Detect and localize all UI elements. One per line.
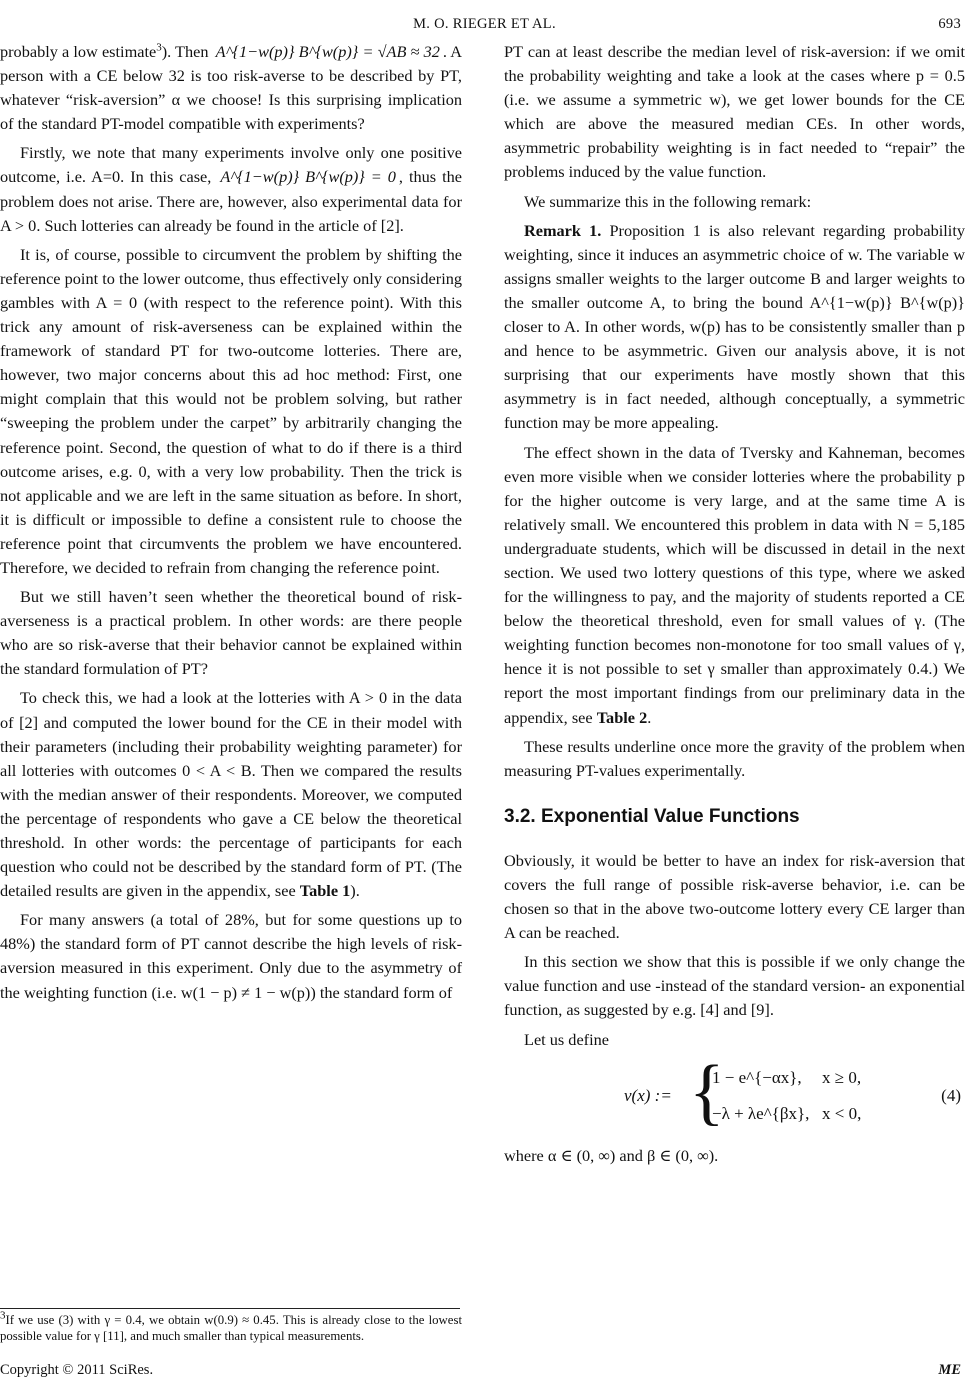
text-span: , thus the problem does not arise. There are, however, also experimental data for A > 0. Such lotteries can already be found in the article of [2]. xyxy=(0,167,462,235)
remark-text: Proposition 1 is also relevant regarding probability weighting, since it induces an asymmetric choice of w. The variable w assigns smaller weights to the larger outcome B and larger weights to the smaller outcome A, to bring the bound A^{1−w(p)} B^{w(p)} closer to A. In other words, w(p) has to be consistently smaller than p and hence to be asymmetric. Given our analysis above, it is not surprising that our experiments have mostly shown that this asymmetry is in fact needed, although conceptually, a symmetric function may be more appealing. xyxy=(504,220,965,433)
text-span: ). Then xyxy=(161,42,209,61)
remark-label: Remark 1. xyxy=(524,220,602,240)
paragraph: It is, of course, possible to circumvent the problem by shifting the reference point to the lower outcome, thus effectively only considering gambles with A = 0 (with respect to the reference point). With this trick any amount of risk-averseness can be explained within the framework of standard PT for two-outcome lotteries. There are, however, two major concerns about this ad hoc method: First, one might complain that this would not be problem solving, but rather “sweeping the problem under the carpet” by arbitrarily changing the reference point. Second, the question of what to do if there is a third outcome arises, e.g. 0, with a very low probability. Then the trick is not applicable and we are left in the same situation as before. In short, it is difficult or impossible to define a consistent rule to choose the reference point that circumvents the problem we have encountered. Therefore, we decided to refrain from changing the reference point. xyxy=(0,244,462,577)
page-number: 693 xyxy=(938,16,961,32)
equation-condition-1: x ≥ 0, xyxy=(822,1067,862,1087)
paragraph: Let us define xyxy=(524,1029,609,1049)
footnote-text: If we use (3) with γ = 0.4, we obtain w(0.9) ≈ 0.45. This is already close to the lowest possible value for γ [11], and much smaller than typical measurements. xyxy=(0,1313,462,1344)
footnote-marker: 3 xyxy=(156,41,162,54)
text-span: ). xyxy=(350,881,360,901)
left-brace: { xyxy=(689,1050,725,1133)
journal-abbrev: ME xyxy=(938,1362,961,1378)
paragraph: We summarize this in the following remark: xyxy=(524,191,812,211)
remark xyxy=(504,219,965,436)
footnote-divider xyxy=(0,1308,460,1309)
paragraph xyxy=(504,441,965,730)
running-header xyxy=(0,16,969,38)
inline-equation: A^{1−w(p)} B^{w(p)} = √AB ≈ 32 xyxy=(215,42,440,61)
text-span: To check this, we had a look at the lotteries with A > 0 in the data of [2] and computed the lower bound for the CE in their model with their parameters (including their probability weighting parameter) for all lotteries with outcomes 0 < A < B. Then we compared the results with the median answer of their respondents. Moreover, we computed the percentage of respondents who gave a CE below the theoretical threshold. In other words: the percentage of participants for each question who could not be described by the standard form of PT. (The detailed results are given in the appendix, see xyxy=(0,688,462,901)
text-span: The effect shown in the data of Tversky and Kahneman, becomes even more visible when we consider lotteries where the probability p for the higher outcome is very large, and at the same time A is relatively small. We encountered this problem in data with N = 5,185 undergraduate students, which will be discussed in detail in the next section. We used two lottery questions of this type, where we asked for the willingness to pay, and the majority of students reported a CE below the theoretical threshold, even for small values of γ. (The weighting function becomes non-monotone for too small values of γ, hence it is not possible to set γ smaller than approximately 0.4.) We report the most important findings from our preliminary data in the appendix, see xyxy=(504,442,965,727)
paragraph xyxy=(0,40,462,136)
section-heading: 3.2. Exponential Value Functions xyxy=(504,805,800,827)
text-span: probably a low estimate xyxy=(0,42,157,61)
equation-lhs: v(x) := xyxy=(624,1085,672,1105)
paragraph: Obviously, it would be better to have an index for risk-aversion that covers the full range of possible risk-averse behavior, i.e. can be chosen so that in the above two-outcome lottery every CE larger than A can be reached. xyxy=(504,850,965,943)
table-reference[interactable]: Table 1 xyxy=(299,881,351,901)
paragraph xyxy=(0,686,462,903)
paragraph: PT can at least describe the median level of risk-aversion: if we omit the probability weighting and take a look at the cases where p = 0.5 (i.e. we assume a symmetric w), we get lower bounds for the CE which are above the measured median CEs. In other words, asymmetric probability weighting is in fact needed to “repair” the problems induced by the value function. xyxy=(504,42,965,182)
footnote-marker: 3 xyxy=(0,1309,6,1322)
equation-case-1: 1 − e^{−αx}, xyxy=(712,1067,802,1087)
text-span: . xyxy=(647,707,652,727)
left-column xyxy=(0,40,462,1010)
paragraph: In this section we show that this is possible if we only change the value function and use -instead of the standard version- an exponential function, as suggested by e.g. [4] and [9]. xyxy=(504,952,965,1020)
text-span: . A person with a CE below 32 is too risk-averse to be described by PT, whatever “risk-aversion” α we choose! Is this surprising implication of the standard PT-model compatible with experiments? xyxy=(0,42,462,134)
text-span: Firstly, we note that many experiments involve only one positive outcome, i.e. A=0. In this case, xyxy=(0,143,462,187)
paragraph: where α ∈ (0, ∞) and β ∈ (0, ∞). xyxy=(504,1145,719,1165)
paragraph: But we still haven’t seen whether the theoretical bound of risk-averseness is a practical problem. In other words: are there people who are so risk-averse that their behavior cannot be explained within the standard formulation of PT? xyxy=(0,587,462,679)
display-equation xyxy=(504,1050,965,1134)
copyright-notice: Copyright © 2011 SciRes. xyxy=(0,1362,154,1378)
running-title: M. O. RIEGER ET AL. xyxy=(413,16,556,32)
equation-condition-2: x < 0, xyxy=(822,1103,862,1123)
inline-equation: A^{1−w(p)} B^{w(p)} = 0 xyxy=(220,167,396,187)
equation-case-2: −λ + λe^{βx}, xyxy=(712,1103,810,1123)
paragraph: These results underline once more the gravity of the problem when measuring PT-values experimentally. xyxy=(504,736,965,780)
paragraph: For many answers (a total of 28%, but for some questions up to 48%) the standard form of PT cannot describe the high levels of risk-aversion measured in this experiment. Only due to the asymmetry of the weighting function (i.e. w(1 − p) ≠ 1 − w(p)) the standard form of xyxy=(0,910,462,1002)
paragraph xyxy=(0,141,462,237)
table-reference[interactable]: Table 2 xyxy=(596,707,648,727)
footnote xyxy=(0,1309,462,1344)
page-footer xyxy=(0,1362,969,1382)
right-column xyxy=(504,40,965,1173)
equation-number: (4) xyxy=(941,1085,961,1105)
